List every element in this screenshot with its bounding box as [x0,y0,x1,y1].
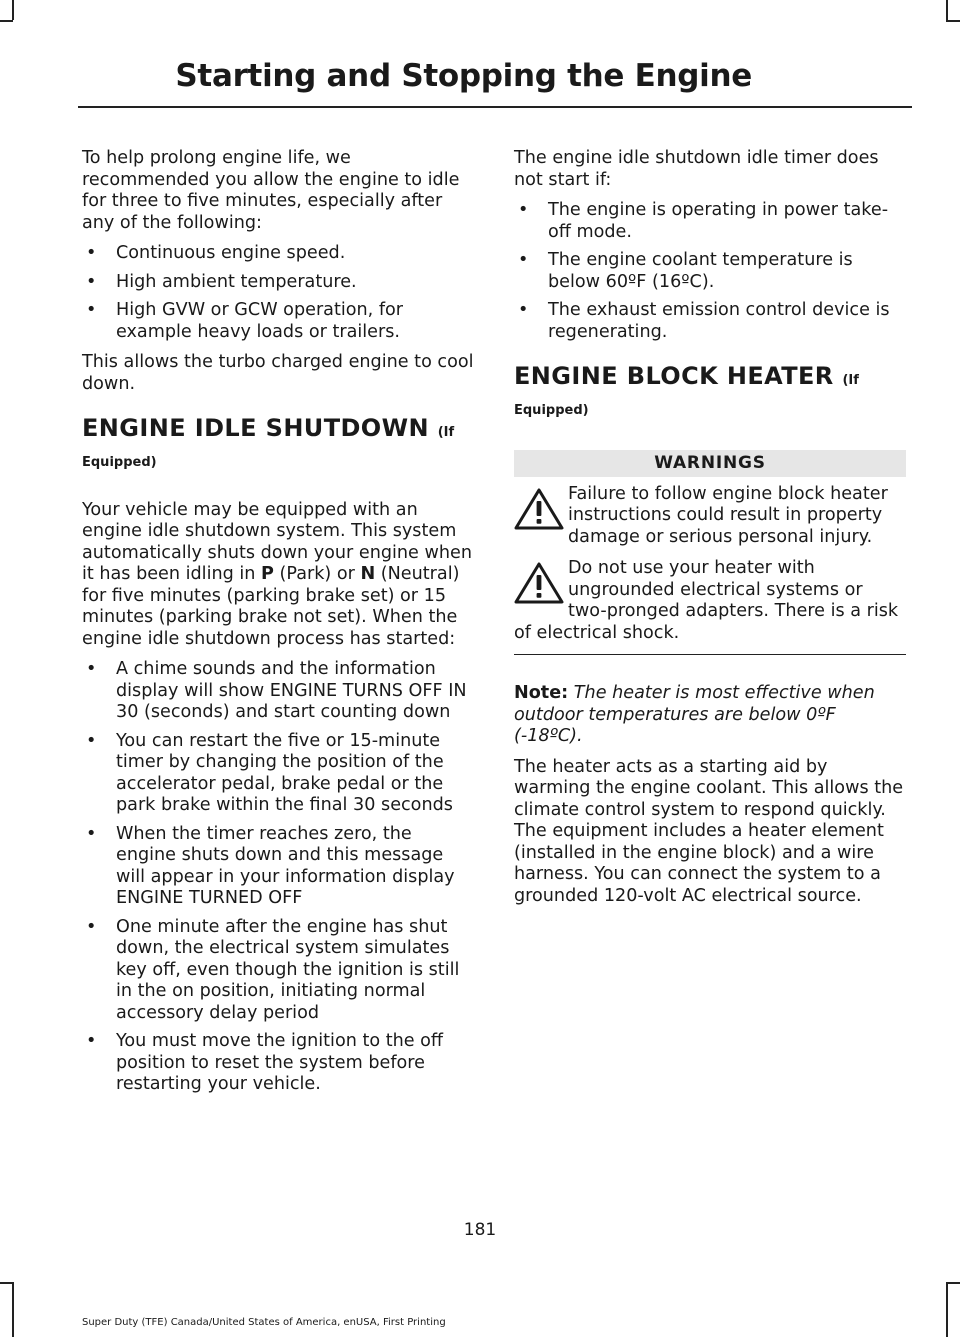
list-item: • You can restart the five or 15-minute timer by changing the position of the accelerator pedal, brake pedal or the park brake within the final 30 seconds [82,731,474,817]
warning-triangle-icon [514,562,564,604]
crop-mark [946,20,960,22]
warning-text: Failure to follow engine block heater instructions could result in property damage or serious personal injury. [568,483,888,547]
timer-intro-paragraph: The engine idle shutdown idle timer does not start if: [514,148,879,190]
left-column [82,148,474,1105]
heading-condition: (If [842,373,859,388]
crop-mark [946,0,948,20]
right-column [514,148,906,916]
warning-item [514,558,906,644]
gear-neutral-label: N [360,564,376,584]
warnings-header: WARNINGS [514,450,906,477]
crop-mark [946,1282,960,1284]
list-item: • The engine is operating in power take-off mode. [514,200,906,243]
list-item: • A chime sounds and the information display will show ENGINE TURNS OFF IN 30 (seconds) and start counting down [82,659,474,724]
idle-shutdown-paragraph [82,500,474,651]
paragraph-text: (Neutral) for five minutes (parking brake set) or 15 minutes (parking brake not set). When the engine idle shutdown process has started: [82,564,460,649]
condition-list [82,243,474,343]
heater-description-paragraph: The heater acts as a starting aid by warming the engine coolant. This allows the climate control system to respond quickly. The equipment includes a heater element (installed in the engine block) and a wire harness. You can connect the system to a grounded 120-volt AC electrical source. [514,756,904,906]
heading-text: ENGINE IDLE SHUTDOWN [82,414,429,442]
crop-mark [0,20,13,22]
heading-text: ENGINE BLOCK HEATER [514,362,834,390]
heading-condition-continued: Equipped) [514,403,589,418]
paragraph-text: Your vehicle may be equipped with an engine idle shutdown system. This system automatically shuts down your engine when it has been idling in [82,499,472,584]
list-item: • The exhaust emission control device is regenerating. [514,300,906,343]
crop-mark [0,1282,13,1284]
list-item: • When the timer reaches zero, the engine shuts down and this message will appear in your information display ENGINE TURNED OFF [82,824,474,910]
crop-mark [12,0,14,20]
heading-condition: (If [437,425,455,440]
list-item: • High ambient temperature. [82,272,474,294]
warning-triangle-icon [514,488,564,530]
warnings-end-rule [514,654,906,655]
page-header-title: Starting and Stopping the Engine [175,58,752,94]
list-item: • One minute after the engine has shut down, the electrical system simulates key off, even though the ignition is still in the on position, initiating normal accessory delay period [82,917,474,1025]
list-item: • High GVW or GCW operation, for example heavy loads or trailers. [82,300,474,343]
page-number: 181 [463,1220,497,1240]
crop-mark [12,1282,14,1337]
footer-edition-text: Super Duty (TFE) Canada/United States of America, enUSA, First Printing [82,1317,446,1328]
heading-condition-continued: Equipped) [82,455,157,470]
paragraph-text: (Park) or [279,564,355,584]
turbo-paragraph: This allows the turbo charged engine to cool down. [82,352,474,394]
list-item: • You must move the ignition to the off position to reset the system before restarting your vehicle. [82,1031,474,1096]
note-paragraph [514,683,906,748]
intro-paragraph: To help prolong engine life, we recommended you allow the engine to idle for three to five minutes, especially after any of the following: [82,148,460,233]
section-heading-block-heater [514,361,906,396]
note-text: The heater is most effective when outdoor temperatures are below 0ºF (-18ºC). [514,683,875,746]
warning-item [514,484,906,549]
gear-park-label: P [261,564,274,584]
crop-mark [946,1282,948,1337]
warning-text: Do not use your heater with ungrounded electrical systems or two-pronged adapters. There is a risk of electrical shock. [514,558,899,643]
header-rule [78,106,912,108]
note-label: Note: [514,683,569,703]
list-item: • Continuous engine speed. [82,243,474,265]
shutdown-steps-list [82,659,474,1096]
timer-condition-list [514,200,906,343]
section-heading-idle-shutdown [82,413,474,448]
list-item: • The engine coolant temperature is below 60ºF (16ºC). [514,250,906,293]
